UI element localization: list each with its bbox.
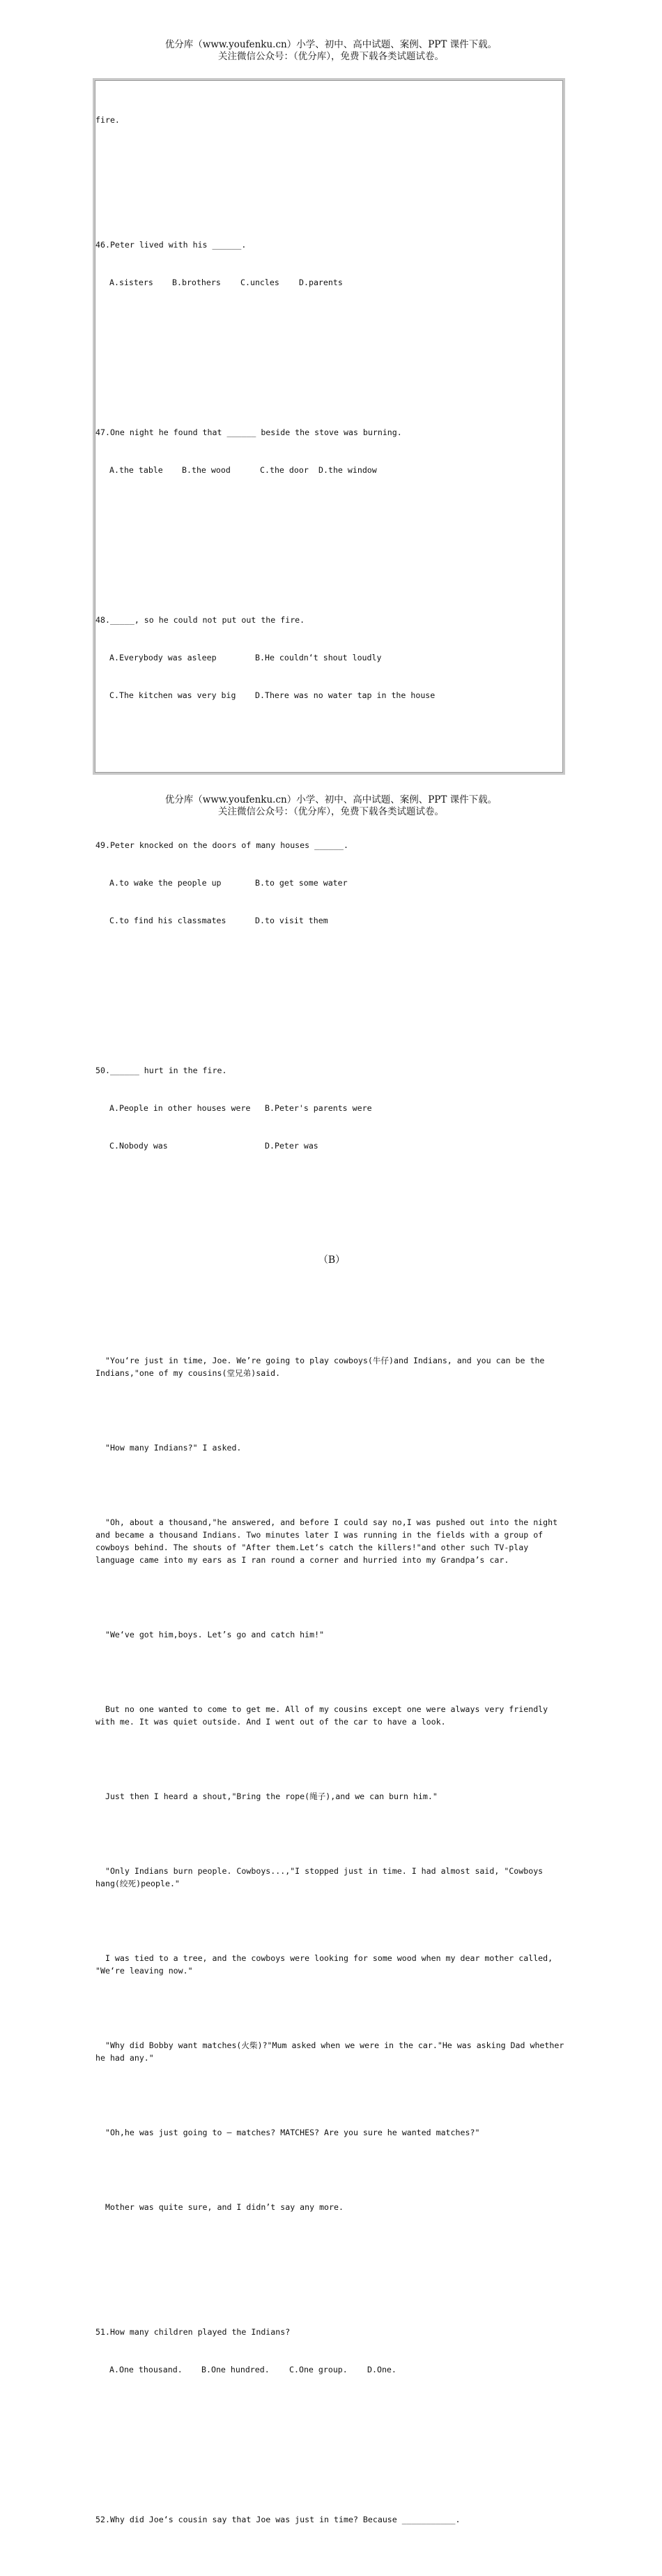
option-d[interactable]: D.parents (299, 278, 343, 287)
option-c[interactable]: C.One group. (289, 2365, 348, 2374)
question-stem: 48._____, so he could not put out the fire. (95, 615, 305, 625)
question-50 (95, 1039, 576, 1177)
question-stem: 51.How many children played the Indians? (95, 2327, 291, 2337)
option-b[interactable]: B.to get some water (255, 878, 348, 888)
option-a[interactable]: A.the table (109, 465, 163, 475)
footer-banner (0, 794, 662, 818)
passage-paragraph: Just then I heard a shout,"Bring the rope(绳子),and we can burn him." (95, 1791, 438, 1801)
question-47 (95, 401, 576, 501)
option-row (95, 877, 576, 889)
option-row (95, 689, 576, 702)
option-row (95, 914, 576, 927)
header-line-1: 优分库（www.youfenku.cn）小学、初中、高中试题、案例、PPT 课件下载。 (164, 39, 498, 50)
section-b-title: （B） (318, 1255, 346, 1266)
question-49 (95, 814, 576, 952)
option-d[interactable]: D.to visit them (255, 916, 328, 925)
option-d[interactable]: D.the window (318, 465, 377, 475)
passage-paragraph: "We‘ve got him,boys. Let’s go and catch him!" (95, 1630, 325, 1639)
option-b[interactable]: B.Peter's parents were (265, 1103, 372, 1113)
question-46 (95, 213, 576, 314)
header-banner (0, 39, 662, 63)
option-a[interactable]: A.One thousand. (109, 2365, 183, 2374)
option-row (95, 1139, 576, 1152)
option-row (95, 651, 576, 664)
question-stem: 49.Peter knocked on the doors of many houses ______. (95, 840, 348, 850)
document-content (95, 89, 576, 2576)
option-b[interactable]: B.brothers (172, 278, 221, 287)
question-stem: 50.______ hurt in the fire. (95, 1066, 227, 1075)
passage-paragraph: "How many Indians?" I asked. (95, 1443, 242, 1453)
option-a[interactable]: A.to wake the people up (109, 878, 222, 888)
question-52 (95, 2488, 576, 2551)
footer-line-2: 关注微信公众号：（优分库），免费下载各类试题试卷。 (218, 806, 444, 817)
footer-line-1: 优分库（www.youfenku.cn）小学、初中、高中试题、案例、PPT 课件下载。 (164, 794, 498, 805)
passage-paragraph: Mother was quite sure, and I didn’t say any more. (95, 2202, 344, 2212)
passage-paragraph: "You‘re just in time, Joe. We’re going to play cowboys(牛仔)and Indians, and you can be the Indians,"one of my cousins(堂兄弟)said. (95, 1356, 545, 1378)
option-b[interactable]: B.He couldn‘t shout loudly (255, 653, 382, 662)
question-stem: 52.Why did Joe‘s cousin say that Joe was just in time? Because ___________. (95, 2515, 461, 2524)
passage-paragraph: I was tied to a tree, and the cowboys were looking for some wood when my dear mother called, "We‘re leaving now." (95, 1953, 553, 1976)
header-line-2: 关注微信公众号：（优分库），免费下载各类试题试卷。 (218, 51, 444, 62)
option-c[interactable]: C.to find his classmates (109, 916, 226, 925)
option-a[interactable]: A.Everybody was asleep (109, 653, 217, 662)
option-c[interactable]: C.The kitchen was very big (109, 690, 236, 700)
option-row (95, 464, 576, 476)
option-c[interactable]: C.Nobody was (109, 1141, 168, 1151)
option-row (95, 2363, 576, 2376)
question-stem: 47.One night he found that ______ beside the stove was burning. (95, 427, 402, 437)
intro-tail: fire. (95, 115, 120, 125)
passage-paragraph: "Oh, about a thousand,"he answered, and before I could say no,I was pushed out into the night and became a thousand Indians. Two minutes later I was running in the fields with a group of cowboys behind. The shouts of "After them.Let‘s catch the killers!"and other such TV-play language came into my ears as I ran round a corner and hurried into my Grandpa’s car. (95, 1517, 558, 1565)
question-48 (95, 589, 576, 727)
option-d[interactable]: D.One. (367, 2365, 397, 2374)
passage-paragraph: "Why did Bobby want matches(火柴)?"Mum asked when we were in the car."He was asking Dad whether he had any." (95, 2040, 564, 2063)
option-row (95, 276, 576, 289)
option-b[interactable]: B.the wood (182, 465, 231, 475)
option-row (95, 1102, 576, 1114)
option-a[interactable]: A.People in other houses were (109, 1103, 251, 1113)
question-stem: 46.Peter lived with his ______. (95, 240, 247, 250)
option-d[interactable]: D.Peter was (265, 1141, 318, 1151)
passage-paragraph: But no one wanted to come to get me. All of my cousins except one were always very friendly with me. It was quiet outside. And I went out of the car to have a look. (95, 1704, 548, 1727)
question-51 (95, 2301, 576, 2401)
option-c[interactable]: C.uncles (240, 278, 279, 287)
passage-paragraph: "Oh,he was just going to — matches? MATCHES? Are you sure he wanted matches?" (95, 2128, 480, 2137)
option-b[interactable]: B.One hundred. (201, 2365, 270, 2374)
option-a[interactable]: A.sisters (109, 278, 153, 287)
option-c[interactable]: C.the door (260, 465, 309, 475)
option-d[interactable]: D.There was no water tap in the house (255, 690, 436, 700)
passage-paragraph: "Only Indians burn people. Cowboys...,"I stopped just in time. I had almost said, "Cowboys hang(绞死)people." (95, 1866, 544, 1888)
